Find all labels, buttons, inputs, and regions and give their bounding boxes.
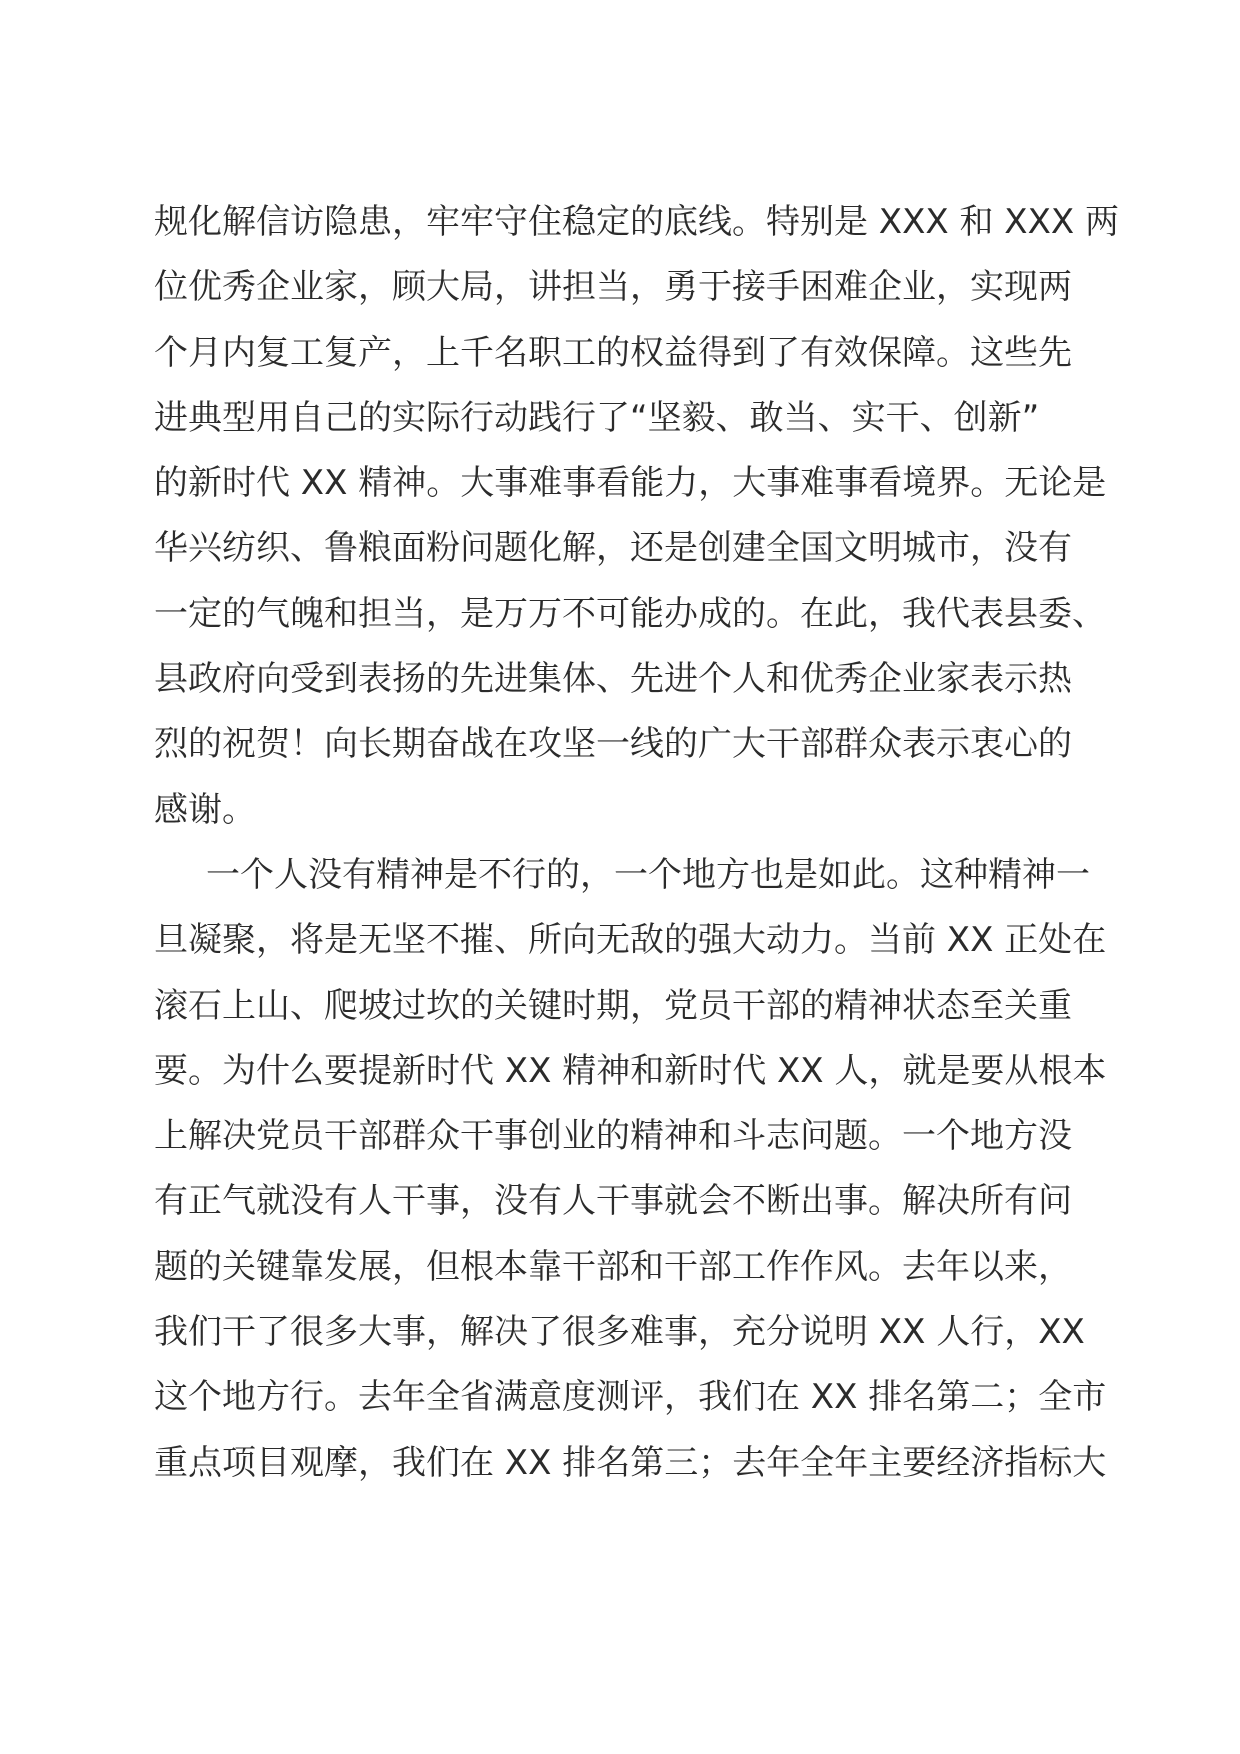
text-line-20: 重点项目观摩，我们在 XX 排名第三；去年全年主要经济指标大 bbox=[154, 1442, 1107, 1483]
text-line-15: 上解决党员干部群众干事创业的精神和斗志问题。一个地方没 bbox=[154, 1116, 1072, 1157]
text-line-10: 感谢。 bbox=[154, 789, 256, 830]
body-text bbox=[154, 190, 1119, 1496]
text-line-2: 位优秀企业家，顾大局，讲担当，勇于接手困难企业，实现两 bbox=[154, 267, 1072, 308]
text-line-7: 一定的气魄和担当，是万万不可能办成的。在此，我代表县委、 bbox=[154, 593, 1106, 634]
text-line-8: 县政府向受到表扬的先进集体、先进个人和优秀企业家表示热 bbox=[154, 659, 1072, 700]
text-line-18: 我们干了很多大事，解决了很多难事，充分说明 XX 人行，XX bbox=[154, 1312, 1085, 1353]
text-line-17: 题的关键靠发展，但根本靠干部和干部工作作风。去年以来， bbox=[154, 1246, 1072, 1287]
text-line-6: 华兴纺织、鲁粮面粉问题化解，还是创建全国文明城市，没有 bbox=[154, 528, 1072, 569]
text-line-9: 烈的祝贺！向长期奋战在攻坚一线的广大干部群众表示衷心的 bbox=[154, 724, 1072, 765]
text-line-13: 滚石上山、爬坡过坎的关键时期，党员干部的精神状态至关重 bbox=[154, 985, 1072, 1026]
text-line-4: 进典型用自己的实际行动践行了“坚毅、敢当、实干、创新” bbox=[154, 397, 1040, 438]
text-line-3: 个月内复工复产，上千名职工的权益得到了有效保障。这些先 bbox=[154, 332, 1072, 373]
text-line-12: 旦凝聚，将是无坚不摧、所向无敌的强大动力。当前 XX 正处在 bbox=[154, 920, 1107, 961]
text-line-19: 这个地方行。去年全省满意度测评，我们在 XX 排名第二；全市 bbox=[154, 1377, 1107, 1418]
text-line-1: 规化解信访隐患，牢牢守住稳定的底线。特别是 XXX 和 XXX 两 bbox=[154, 202, 1119, 242]
text-line-14: 要。为什么要提新时代 XX 精神和新时代 XX 人，就是要从根本 bbox=[154, 1050, 1107, 1091]
text-line-16: 有正气就没有人干事，没有人干事就会不断出事。解决所有问 bbox=[154, 1181, 1072, 1222]
text-line-11: 一个人没有精神是不行的，一个地方也是如此。这种精神一 bbox=[206, 854, 1090, 895]
text-line-5: 的新时代 XX 精神。大事难事看能力，大事难事看境界。无论是 bbox=[154, 463, 1107, 504]
